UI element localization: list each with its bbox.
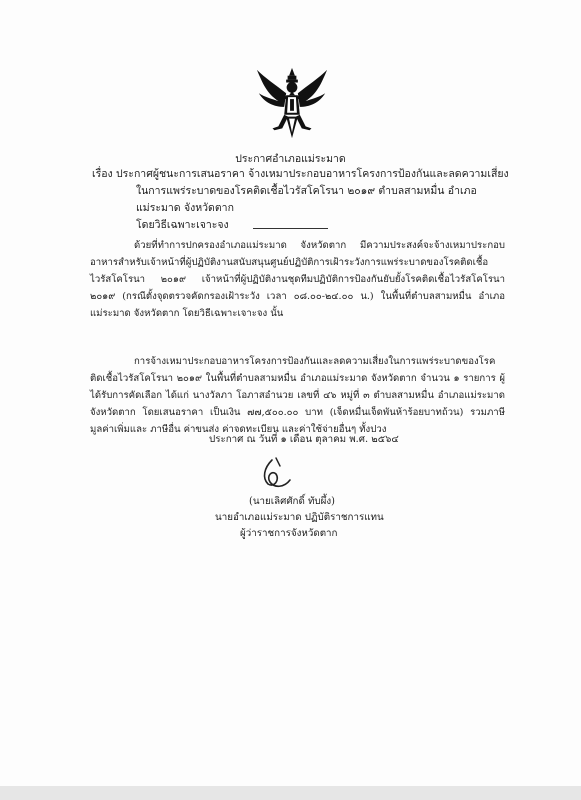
subject-line: โดยวิธีเฉพาะเจาะจง: [136, 219, 229, 231]
signer-title: นายอำเภอแม่ระมาด ปฏิบัติราชการแทน: [215, 512, 384, 523]
scan-edge: [0, 786, 581, 800]
subject-line: เรื่อง ประกาศผู้ชนะการเสนอราคา จ้างเหมาประกอบอาหารโครงการป้องกันและลดความเสี่ยง: [92, 168, 509, 180]
signature-block: [215, 494, 415, 542]
signer-title: ผู้ว่าราชการจังหวัดตาก: [240, 528, 338, 539]
signer-name: (นายเลิศศักดิ์ ทับผึ้ง): [249, 496, 335, 507]
subject-block: [92, 166, 512, 234]
announce-date: ประกาศ ณ วันที่ ๑ เดือน ตุลาคม พ.ศ. ๒๕๖๔: [209, 434, 399, 445]
body-paragraph-1: ด้วยที่ทำการปกครองอำเภอแม่ระมาด จังหวัดตาก มีความประสงค์จะจ้างเหมาประกอบอาหารสำหรับเจ้าหน้าที่ผู้ปฏิบัติงานสนับสนุนศูนย์ปฏิบัติการเฝ้าระวังการแพร่ระบาดของโรคติดเชื้อไวรัสโคโรนา ๒๐๑๙ เจ้าหน้าที่ผู้ปฏิบัติงานชุดทีมปฏิบัติการป้องกันยับยั้งโรคติดเชื้อไวรัสโคโรนา ๒๐๑๙ (กรณีตั้งจุดตรวจคัดกรองเฝ้าระวัง เวลา ๐๘.๐๐-๒๔.๐๐ น.) ในพื้นที่ตำบลสามหมื่น อำเภอแม่ระมาด จังหวัดตาก โดยวิธีเฉพาะเจาะจง นั้น: [90, 240, 505, 319]
handwritten-signature-icon: [250, 454, 300, 494]
body-paragraph-2: การจ้างเหมาประกอบอาหารโครงการป้องกันและลดความเสี่ยงในการแพร่ระบาดของโรคติดเชื้อไวรัสโคโรนา ๒๐๑๙ ในพื้นที่ตำบลสามหมื่น อำเภอแม่ระมาด จังหวัดตาก จำนวน ๑ รายการ ผู้ได้รับการคัดเลือก ได้แก่ นางวัลภา โอภาสอำนวย เลขที่ ๔๖ หมู่ที่ ๓ ตำบลสามหมื่น อำเภอแม่ระมาด จังหวัดตาก โดยเสนอราคา เป็นเงิน ๗๗,๕๐๐.๐๐ บาท (เจ็ดหมื่นเจ็ดพันห้าร้อยบาทถ้วน) รวมภาษีมูลค่าเพิ่มและ ภาษีอื่น ค่าขนส่ง ค่าจดทะเบียน และค่าใช้จ่ายอื่นๆ ทั้งปวง: [90, 356, 505, 435]
document-title: ประกาศอำเภอแม่ระมาด: [235, 153, 346, 165]
subject-line: ในการแพร่ระบาดของโรคติดเชื้อไวรัสโคโรนา ๒๐๑๙ ตำบลสามหมื่น อำเภอแม่ระมาด จังหวัดตาก: [136, 185, 477, 214]
garuda-emblem-icon: [253, 64, 331, 142]
divider-line: [253, 228, 328, 229]
